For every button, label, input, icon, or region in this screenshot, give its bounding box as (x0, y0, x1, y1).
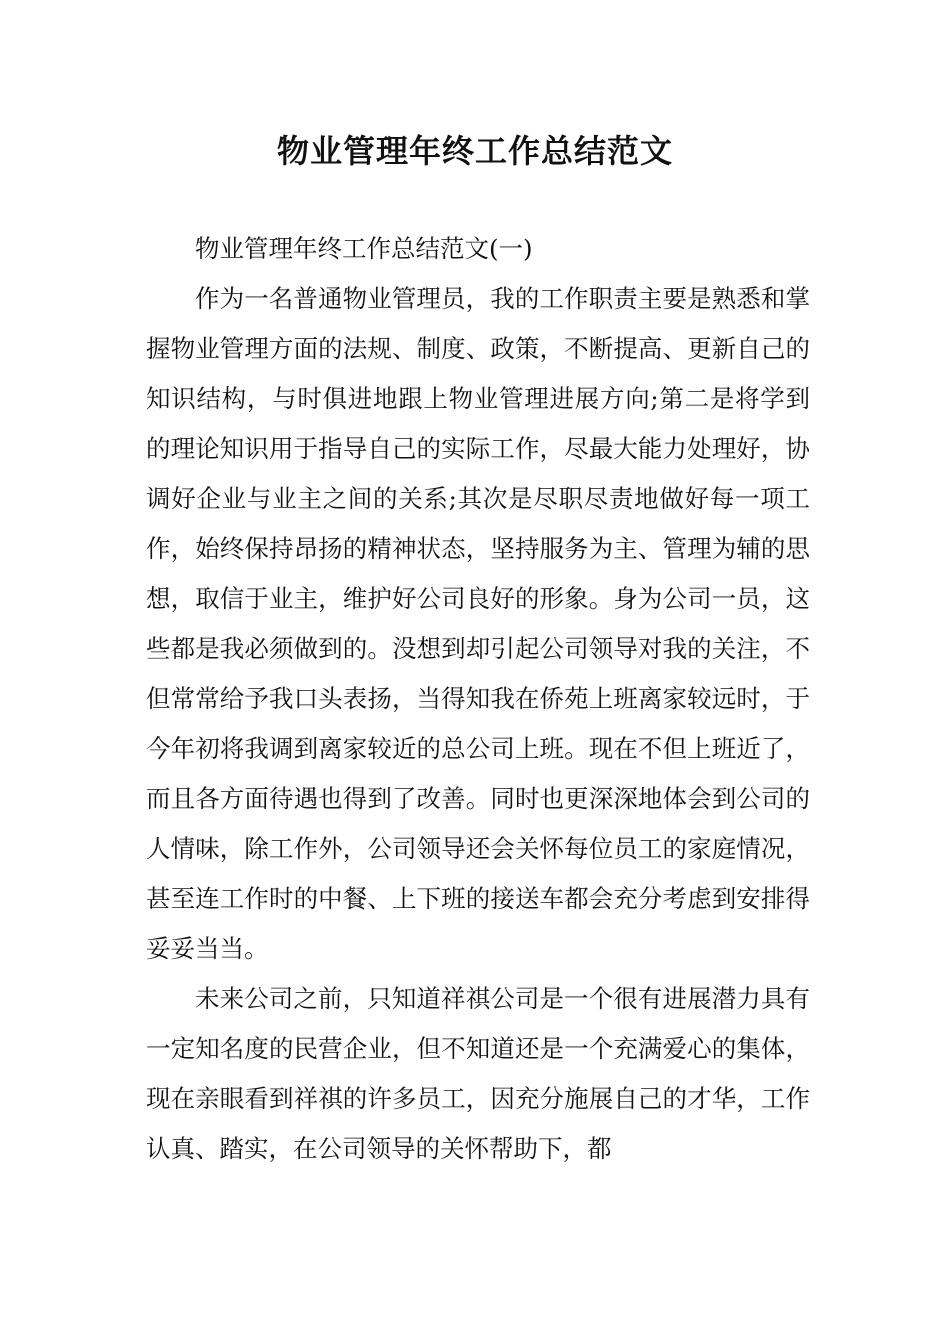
section-subtitle: 物业管理年终工作总结范文(一) (195, 234, 533, 263)
document-title: 物业管理年终工作总结范文 (276, 132, 673, 170)
paragraph-1: 作为一名普通物业管理员，我的工作职责主要是熟悉和掌握物业管理方面的法规、制度、政策，不断提高、更新自己的知识结构，与时俱进地跟上物业管理进展方向;第二是将学到的理论知识用于指导自己的实际工作，尽最大能力处理好，协调好企业与业主之间的关系;其次是尽职尽责地做好每一项工作，始终保持昂扬的精神状态，坚持服务为主、管理为辅的思想，取信于业主，维护好公司良好的形象。身为公司一员，这些都是我必须做到的。没想到却引起公司领导对我的关注，不但常常给予我口头表扬，当得知我在侨苑上班离家较远时，于今年初将我调到离家较近的总公司上班。现在不但上班近了，而且各方面待遇也得到了改善。同时也更深深地体会到公司的人情味，除工作外，公司领导还会关怀每位员工的家庭情况，甚至连工作时的中餐、上下班的接送车都会充分考虑到安排得妥妥当当。 (146, 284, 810, 963)
document-body (146, 224, 810, 1174)
paragraph-2: 未来公司之前，只知道祥祺公司是一个很有进展潜力具有一定知名度的民营企业，但不知道还是一个充满爱心的集体， 现在亲眼看到祥祺的许多员工，因充分施展自己的才华，工作认真、踏实，在公司领导的关怀帮助下，都 (146, 984, 810, 1163)
